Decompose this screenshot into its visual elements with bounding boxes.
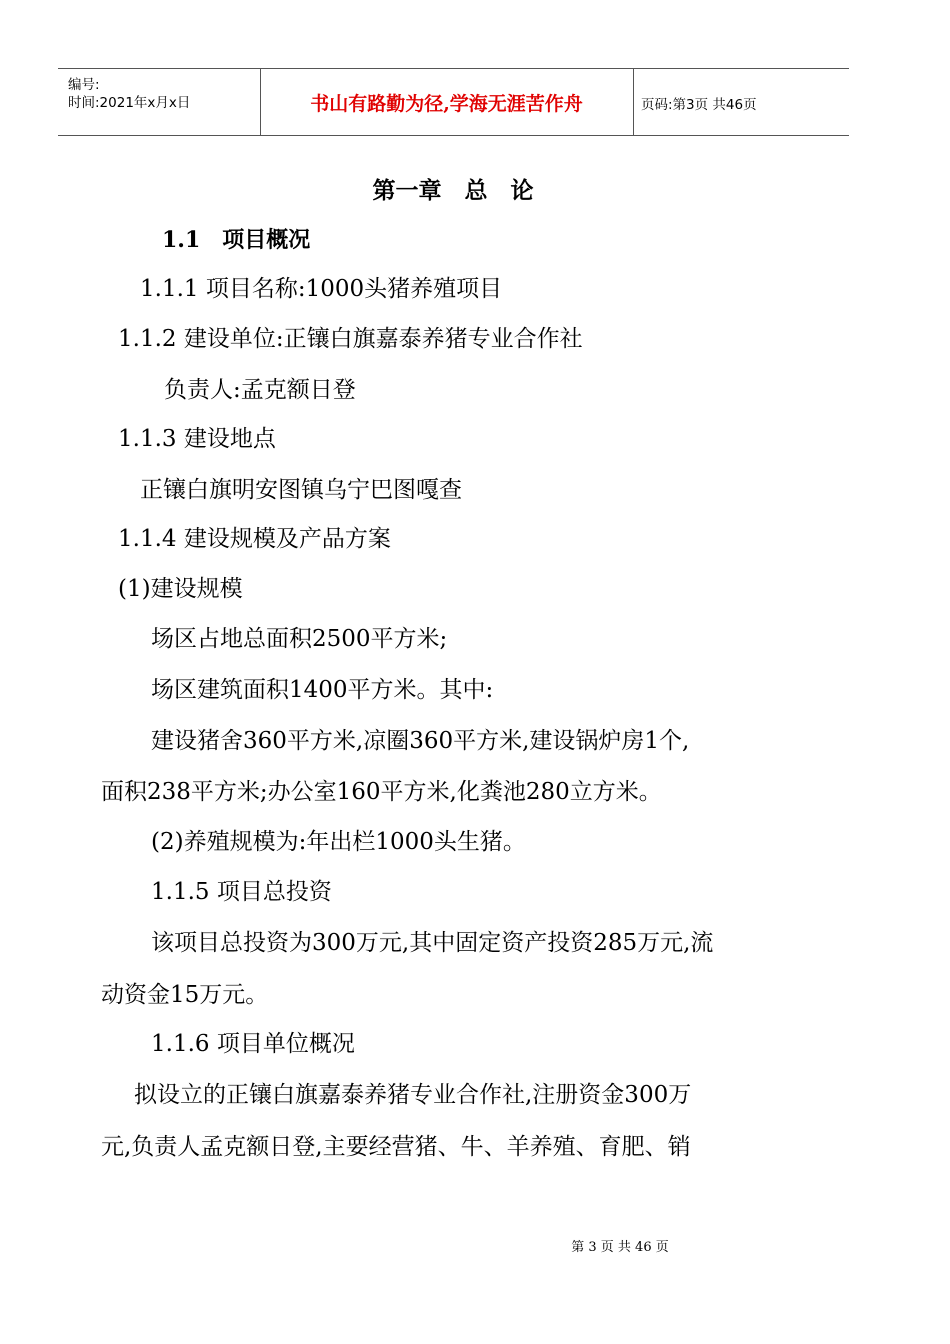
header-right-cell [633,69,849,135]
time-label: 时间:2021年x月x日 [68,95,191,111]
serial-label: 编号: [68,77,100,93]
body-line: 1.1.5 项目总投资 [151,879,332,905]
chapter-title: 第一章 总 论 [372,177,534,204]
section-title: 1.1 项目概况 [162,227,311,253]
body-line: 1.1.3 建设地点 [118,426,276,452]
body-line: 面积238平方米;办公室160平方米,化粪池280立方米。 [101,779,662,805]
body-line: 正镶白旗明安图镇乌宁巴图嘎查 [140,477,462,503]
body-line: 场区占地总面积2500平方米; [151,626,448,652]
header-motto-cell [260,69,634,135]
body-line: 拟设立的正镶白旗嘉泰养猪专业合作社,注册资金300万 [134,1082,692,1108]
body-line: 建设猪舍360平方米,凉圈360平方米,建设锅炉房1个, [151,728,690,754]
body-line: 负责人:孟克额日登 [164,377,356,403]
body-line: (2)养殖规模为:年出栏1000头生猪。 [151,829,526,855]
header-left-cell [58,69,261,135]
page-footer: 第 3 页 共 46 页 [571,1240,669,1255]
body-line: 该项目总投资为300万元,其中固定资产投资285万元,流 [151,930,714,956]
page-header [58,68,849,136]
body-line: 1.1.4 建设规模及产品方案 [118,526,391,552]
body-line: 1.1.1 项目名称:1000头猪养殖项目 [140,276,503,302]
body-line: (1)建设规模 [118,576,243,602]
motto-text: 书山有路勤为径,学海无涯苦作舟 [310,93,583,115]
body-line: 场区建筑面积1400平方米。其中: [151,677,494,703]
page-info: 页码:第3页 共46页 [641,97,757,113]
body-line: 元,负责人孟克额日登,主要经营猪、牛、羊养殖、育肥、销 [101,1134,691,1160]
body-line: 1.1.6 项目单位概况 [151,1031,355,1057]
body-line: 1.1.2 建设单位:正镶白旗嘉泰养猪专业合作社 [118,326,583,352]
body-line: 动资金15万元。 [101,982,269,1008]
